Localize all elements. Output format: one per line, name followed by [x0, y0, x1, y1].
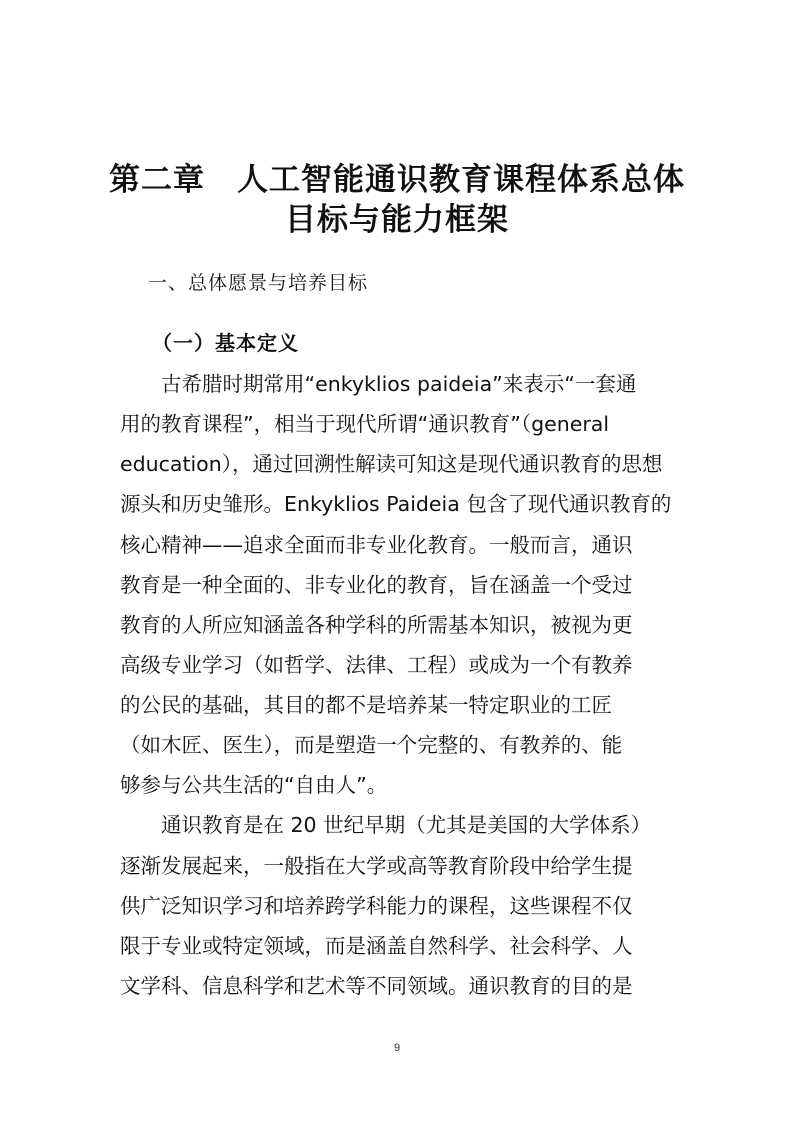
page-number: 9 [393, 1042, 401, 1054]
body-line: 高级专业学习（如哲学、法律、工程）或成为一个有教养 [120, 653, 633, 677]
section-heading: 一、总体愿景与培养目标 [148, 272, 369, 294]
body-line: 用的教育课程”，相当于现代所谓“通识教育”（general [120, 412, 610, 436]
body-line: 限于专业或特定领域，而是涵盖自然科学、社会科学、人 [120, 934, 633, 958]
body-line: 通识教育是在 20 世纪早期（尤其是美国的大学体系） [120, 813, 652, 837]
chapter-title-line-2: 目标与能力框架 [285, 202, 509, 238]
body-line: education），通过回溯性解读可知这是现代通识教育的思想 [120, 452, 663, 476]
body-line: （如木匠、医生），而是塑造一个完整的、有教养的、能 [120, 733, 623, 757]
body-line: 够参与公共生活的“自由人”。 [120, 773, 388, 797]
subsection-heading: （一）基本定义 [152, 331, 299, 355]
body-line: 文学科、信息科学和艺术等不同领域。通识教育的目的是 [120, 974, 633, 998]
body-line: 逐渐发展起来，一般指在大学或高等教育阶段中给学生提 [120, 854, 633, 878]
body-line: 古希腊时期常用“enkyklios paideia”来表示“一套通 [120, 372, 637, 396]
body-line: 供广泛知识学习和培养跨学科能力的课程，这些课程不仅 [120, 894, 633, 918]
body-line: 源头和历史雏形。Enkyklios Paideia 包含了现代通识教育的 [120, 492, 672, 516]
body-line: 的公民的基础，其目的都不是培养某一特定职业的工匠 [120, 693, 612, 717]
body-line: 核心精神——追求全面而非专业化教育。一般而言，通识 [120, 533, 633, 557]
body-line: 教育是一种全面的、非专业化的教育，旨在涵盖一个受过 [120, 573, 633, 597]
body-line: 教育的人所应知涵盖各种学科的所需基本知识，被视为更 [120, 613, 633, 637]
chapter-title-line-1: 第二章 人工智能通识教育课程体系总体 [109, 162, 685, 198]
